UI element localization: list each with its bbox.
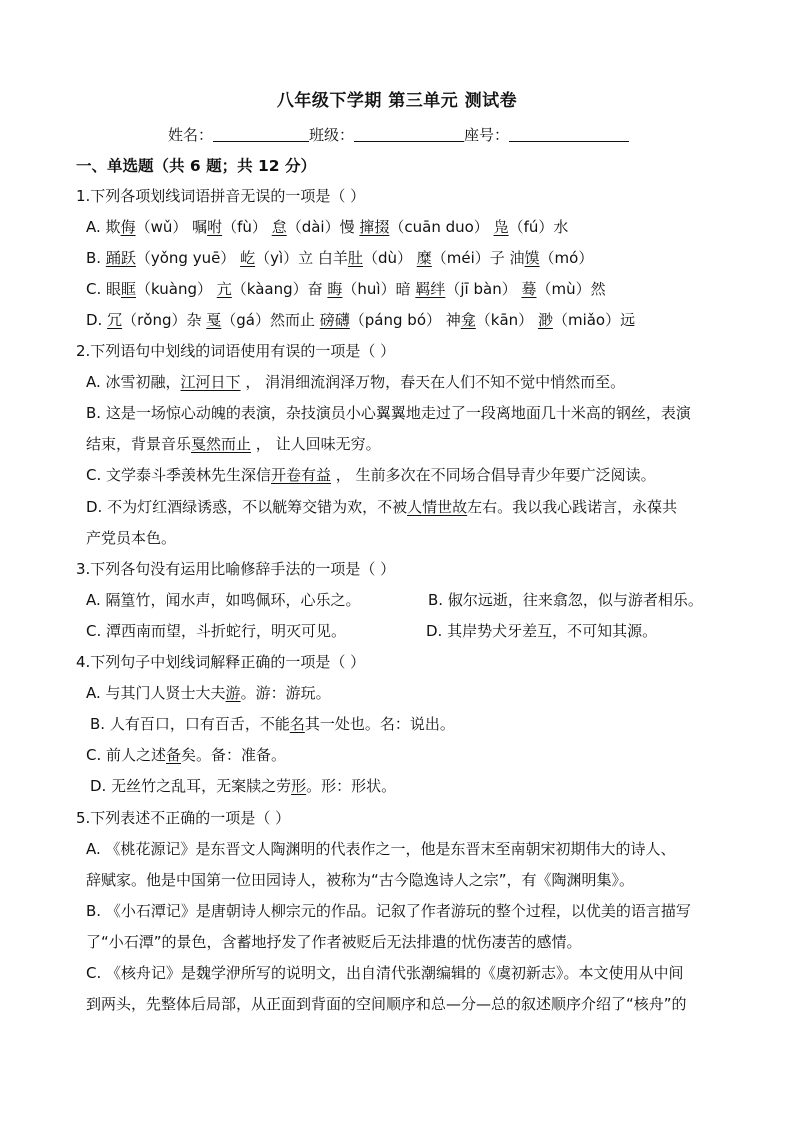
student-info-row [168, 124, 629, 145]
q5-option-c-line1: C. 《核舟记》是魏学洢所写的说明文，出自清代张潮编辑的《虞初新志》。本文使用从中间 [86, 964, 684, 982]
q5-option-c-line2: 到两头，先整体后局部，从正面到背面的空间顺序和总—分—总的叙述顺序介绍了“核舟”的 [86, 995, 687, 1013]
q2-option-d-line1: D. 不为灯红酒绿诱惑，不以觥筹交错为欢，不被人情世故左右。我以我心践诺言，永葆共 [86, 498, 678, 516]
section-heading: 一、单选题（共 6 题；共 12 分） [76, 157, 316, 175]
q3-option-a: A. 隔篁竹，闻水声，如鸣佩环，心乐之。 [86, 591, 361, 609]
q5-option-a-line1: A. 《桃花源记》是东晋文人陶渊明的代表作之一，他是东晋末至南朝宋初期伟大的诗人、 [86, 840, 676, 858]
name-label: 姓名： [168, 126, 214, 144]
q2-option-a: A. 冰雪初融，江河日下 ， 涓涓细流润泽万物，春天在人们不知不觉中悄然而至。 [86, 373, 626, 391]
q2-option-c: C. 文学泰斗季羡林先生深信开卷有益 ， 生前多次在不同场合倡导青少年要广泛阅读。 [86, 466, 656, 484]
q3-option-b: B. 俶尔远逝，往来翕忽，似与游者相乐。 [428, 591, 703, 609]
seat-blank[interactable] [509, 127, 629, 142]
q5-option-b-line2: 了“小石潭”的景色，含蓄地抒发了作者被贬后无法排遣的忧伤凄苦的感情。 [86, 933, 582, 951]
question-5-stem: 5.下列表述不正确的一项是（ ） [76, 809, 291, 827]
q4-option-b: B. 人有百口，口有百舌，不能名其一处也。名：说出。 [90, 715, 455, 733]
q2-option-b-line2: 结束，背景音乐戛然而止 ， 让人回味无穷。 [86, 435, 381, 453]
q3-option-c: C. 潭西南而望，斗折蛇行，明灭可见。 [86, 622, 347, 640]
question-2-stem: 2.下列语句中划线的词语使用有误的一项是（ ） [76, 342, 396, 360]
q4-option-c: C. 前人之述备矣。备：准备。 [86, 746, 287, 764]
q4-option-d: D. 无丝竹之乱耳，无案牍之劳形。形：形状。 [90, 777, 397, 795]
q1-option-b: B. 踊跃（yǒng yuē） 屹（yì）立 白羊肚（dù） 糜（méi）子 油馍（mó） [86, 249, 594, 267]
question-4-stem: 4.下列句子中划线词解释正确的一项是（ ） [76, 653, 366, 671]
q2-option-d-line2: 产党员本色。 [86, 529, 177, 547]
q4-option-a: A. 与其门人贤士大夫游。游：游玩。 [86, 684, 331, 702]
q1-option-d: D. 冗（rǒng）杂 戛（gá）然而止 磅礴（páng bó） 神龛（kān） 渺（miǎo）远 [86, 311, 636, 329]
class-label: 班级： [309, 126, 355, 144]
q5-option-a-line2: 辞赋家。他是中国第一位田园诗人，被称为“古今隐逸诗人之宗”，有《陶渊明集》。 [86, 871, 635, 889]
q3-option-d: D. 其岸势犬牙差互，不可知其源。 [426, 622, 658, 640]
name-blank[interactable] [213, 127, 309, 142]
page-title: 八年级下学期 第三单元 测试卷 [276, 91, 518, 111]
seat-label: 座号： [464, 126, 510, 144]
q5-option-b-line1: B. 《小石潭记》是唐朝诗人柳宗元的作品。记叙了作者游玩的整个过程，以优美的语言描写 [86, 902, 691, 920]
class-blank[interactable] [354, 127, 464, 142]
question-1-stem: 1.下列各项划线词语拼音无误的一项是（ ） [76, 187, 366, 205]
q2-option-b-line1: B. 这是一场惊心动魄的表演，杂技演员小心翼翼地走过了一段离地面几十米高的钢丝，表演 [86, 404, 691, 422]
question-3-stem: 3.下列各句没有运用比喻修辞手法的一项是（ ） [76, 560, 396, 578]
q1-option-c: C. 眼眶（kuàng） 亢（kàang）奋 晦（huì）暗 羁绊（jī bàn） 蓦（mù）然 [86, 280, 606, 298]
q1-option-a: A. 欺侮（wǔ） 嘱咐（fù） 怠（dài）慢 撺掇（cuān duo） 凫（fú）水 [86, 218, 569, 236]
